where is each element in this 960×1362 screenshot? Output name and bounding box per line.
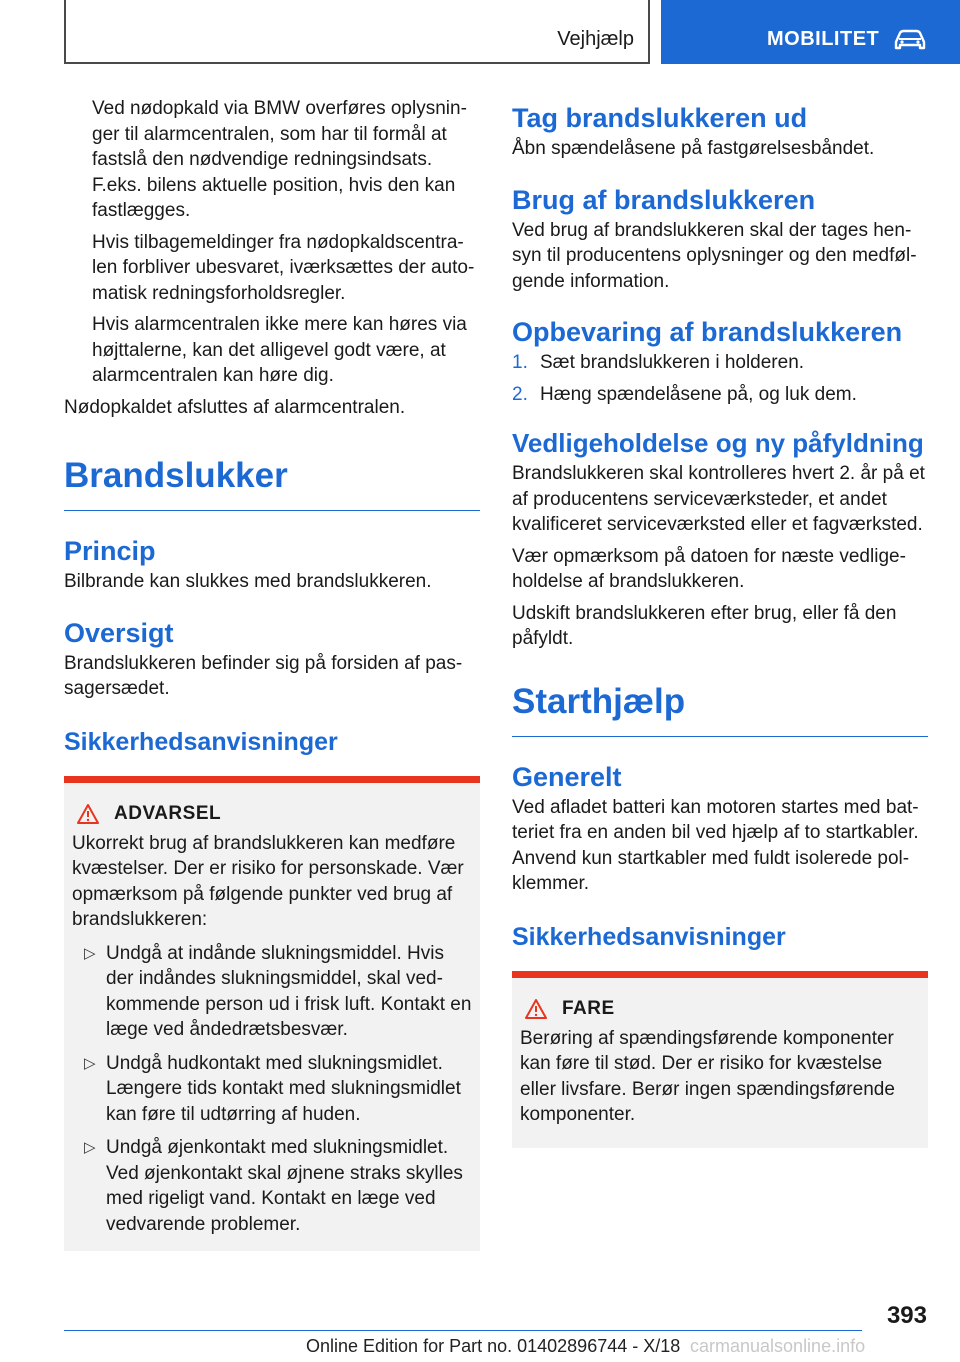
right-column <box>512 96 928 1148</box>
list-item <box>72 941 472 1043</box>
car-icon <box>893 28 927 52</box>
chapter-tab-label: MOBILITET <box>767 28 880 50</box>
paragraph: Hvis tilbagemeldinger fra nødopkaldscentralen forbliver ubesvaret, iværksættes der automatisk redningsforholdsregler. <box>92 231 475 304</box>
list-item-text: Undgå hudkontakt med slukningsmidlet. Længere tids kontakt med slukningsmidlet kan føre til udtørring af huden. <box>106 1052 461 1125</box>
bullet-triangle-icon: ▷ <box>84 1139 96 1156</box>
warning-header <box>72 803 472 825</box>
paragraph: Nødopkaldet afsluttes af alarmcentralen. <box>64 396 406 418</box>
list-item <box>72 1135 472 1237</box>
danger-text: Berøring af spændingsførende komponenter kan føre til stød. Der er risiko for kvæstelse eller livsfare. Berør ingen spændingsførende komponenter. <box>520 1027 895 1125</box>
list-item <box>72 1051 472 1128</box>
step-text: Sæt brandslukkeren i holderen. <box>540 352 805 373</box>
heading-sikkerhedsanvisninger: Sikkerhedsanvisninger <box>512 922 786 951</box>
section-tab-label: Vejhjælp <box>557 28 634 50</box>
list-item-text: Undgå at indånde slukningsmiddel. Hvis der indåndes slukningsmiddel, skal vedkommende person ud i frisk luft. Kontakt en læge ved åndedrætsbesvær. <box>106 942 472 1040</box>
bullet-triangle-icon: ▷ <box>84 1054 96 1072</box>
danger-box <box>512 971 928 1148</box>
list-item <box>512 382 928 408</box>
step-text: Hæng spændelåsene på, og luk dem. <box>540 383 857 405</box>
list-item <box>512 350 928 376</box>
heading-brug: Brug af brandslukkeren <box>512 184 816 215</box>
paragraph: Ved afladet batteri kan motoren startes med batteriet fra en anden bil ved hjælp af to startkabler. Anvend kun startkabler med fuldt isolerede polklemmer. <box>512 796 919 894</box>
paragraph: Hvis alarmcentralen ikke mere kan høres via højttalerne, kan det alligevel godt være, at alarmcentralen kan høre dig. <box>92 314 467 386</box>
list-item-text: Undgå øjenkontakt med slukningsmidlet. Ved øjenkontakt skal øjnene straks skylles med rigeligt vand. Kontakt en læge ved vedvarende problemer. <box>106 1137 463 1235</box>
paragraph: Udskift brandslukkeren efter brug, eller få den påfyldt. <box>512 602 897 649</box>
heading-opbevaring: Opbevaring af brandslukkeren <box>512 317 903 347</box>
paragraph: Bilbrande kan slukkes med brandslukkeren. <box>64 571 432 592</box>
section-title-starthjaelp: Starthjælp <box>512 682 928 737</box>
danger-header <box>520 998 920 1020</box>
warning-text: Ukorrekt brug af brandslukkeren kan medføre kvæstelser. Der er risiko for personskade. Vær opmærksom på følgende punkter ved brug af brandslukkeren: <box>72 832 464 930</box>
warning-triangle-icon <box>524 998 548 1020</box>
warning-triangle-icon <box>76 803 100 825</box>
heading-oversigt: Oversigt <box>64 617 174 648</box>
watermark-logo: carmanualsonline.info <box>690 1336 866 1356</box>
heading-princip: Princip <box>64 536 156 566</box>
heading-vedligeholdelse: Vedligeholdelse og ny påfyldning <box>512 428 924 458</box>
bullet-triangle-icon: ▷ <box>84 944 96 962</box>
footer-edition: Online Edition for Part no. 01402896744 - X/18 <box>306 1336 681 1356</box>
paragraph: Åbn spændelåsene på fastgørelsesbåndet. <box>512 138 875 159</box>
paragraph: Brandslukkeren skal kontrolleres hvert 2. år på et af producentens serviceværksteder, et andet kvalificeret serviceværksted eller et fagværksted. <box>512 463 925 535</box>
paragraph: Brandslukkeren befinder sig på forsiden af passagersædet. <box>64 652 463 699</box>
chapter-tab[interactable] <box>661 0 960 64</box>
section-tab[interactable] <box>64 0 650 64</box>
heading-tag-ud: Tag brandslukkeren ud <box>512 103 808 133</box>
paragraph: Ved nødopkald via BMW overføres oplysninger til alarmcentralen, som har til formål at fastslå den nødvendige redningsindsats. F.eks. bilens aktuelle position, hvis den kan fastlægges. <box>92 98 467 221</box>
danger-title: FARE <box>562 997 615 1019</box>
section-title-brandslukker: Brandslukker <box>64 456 480 511</box>
heading-generelt: Generelt <box>512 761 622 792</box>
heading-sikkerhedsanvisninger: Sikkerhedsanvisninger <box>64 727 338 756</box>
paragraph: Vær opmærksom på datoen for næste vedligeholdelse af brandslukkeren. <box>512 545 906 592</box>
page-number: 393 <box>886 1302 927 1329</box>
paragraph: Ved brug af brandslukkeren skal der tages hensyn til producentens oplysninger og den medfølgende information. <box>512 219 917 292</box>
warning-box <box>64 776 480 1252</box>
footer-divider <box>64 1330 862 1331</box>
step-number: 2. <box>512 383 528 405</box>
warning-title: ADVARSEL <box>114 802 222 824</box>
step-number: 1. <box>512 352 528 373</box>
left-column <box>64 96 480 1251</box>
